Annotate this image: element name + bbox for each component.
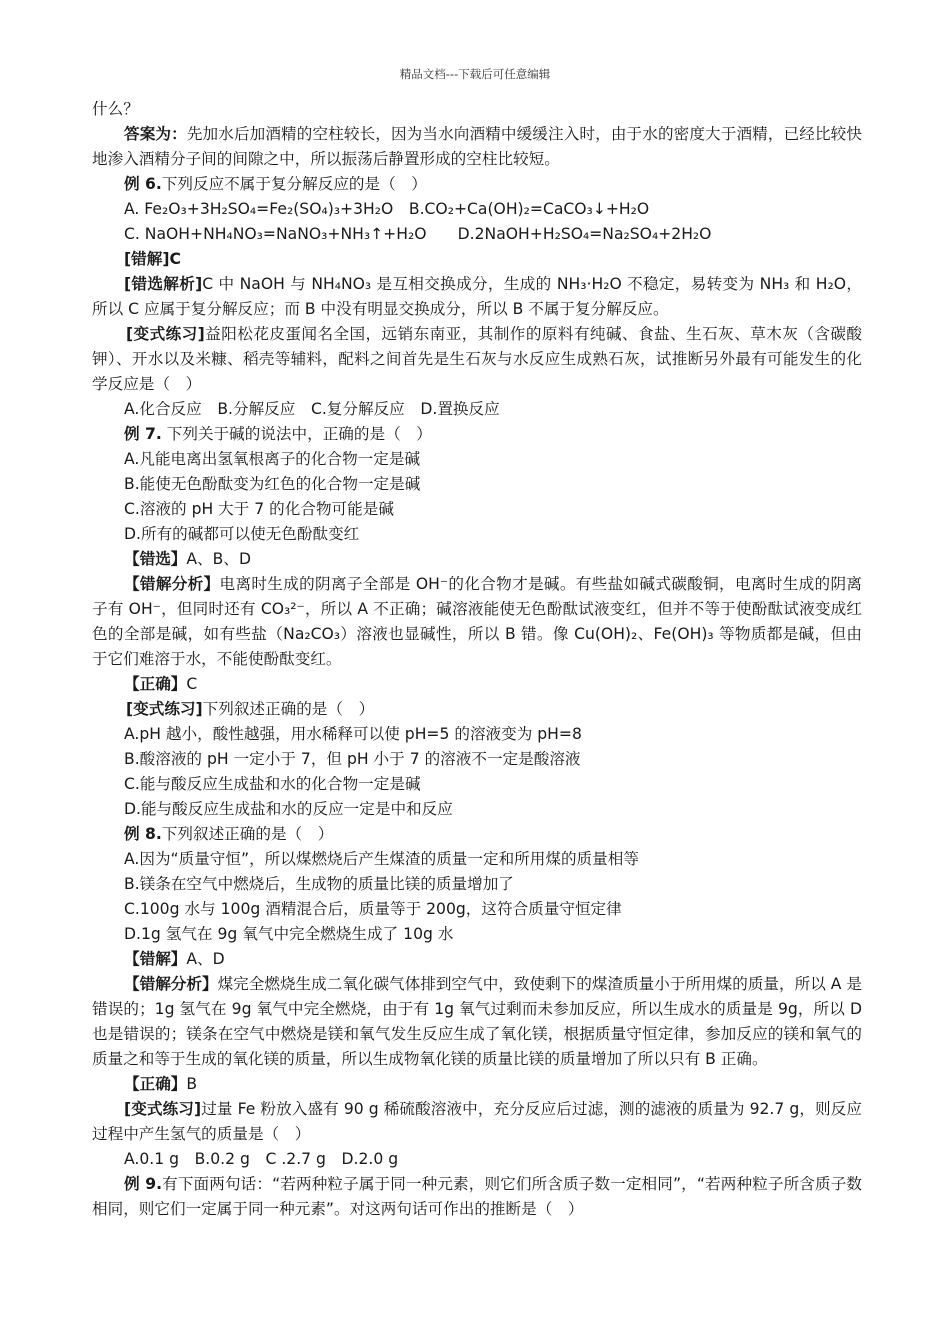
- option-d: D.1g 氢气在 9g 氧气中完全燃烧生成了 10g 水: [124, 925, 454, 943]
- wrong-answer: 【错解】A、D: [124, 950, 225, 968]
- wrong-choice-analysis: [92, 272, 862, 322]
- example-6-options-ab: A. Fe₂O₃+3H₂SO₄=Fe₂(SO₄)₃+3H₂O B.CO₂+Ca(OH)₂=CaCO₃↓+H₂O: [124, 200, 650, 218]
- example-label: 例 6.: [124, 175, 162, 193]
- question-text: 下列关于碱的说法中，正确的是（ ）: [161, 425, 432, 443]
- option-a: A.凡能电离出氢氧根离子的化合物一定是碱: [124, 450, 421, 468]
- analysis-text: 电离时生成的阴离子全部是 OH⁻的化合物才是碱。有些盐如碱式碳酸铜，电离时生成的阴离子有 OH⁻，但同时还有 CO₃²⁻，所以 A 不正确；碱溶液能使无色酚酞试液变红，但并不等于使酚酞试液变成红色的全部是碱，如有些盐（Na₂CO₃）溶液也显碱性，所以 B 错。像 Cu(OH)₂、Fe(OH)₃ 等物质都是碱，但由于它们难溶于水，不能使酚酞变红。: [92, 575, 862, 668]
- variant-options: A.化合反应 B.分解反应 C.复分解反应 D.置换反应: [124, 400, 500, 418]
- wrong-selection-label: 【错选】: [124, 550, 187, 568]
- example-7-question: [92, 422, 862, 447]
- option-a: A.因为“质量守恒”，所以煤燃烧后产生煤渣的质量一定和所用煤的质量相等: [124, 850, 639, 868]
- variant-exercise: [92, 322, 862, 397]
- correct-answer: 【正确】C: [124, 675, 198, 693]
- question-text: 有下面两句话：“若两种粒子属于同一种元素，则它们所含质子数一定相同”，“若两种粒子所含质子数相同，则它们一定属于同一种元素”。对这两句话可作出的推断是（ ）: [92, 1175, 862, 1218]
- wrong-answer-label: 【错解】: [124, 950, 187, 968]
- correct-label: 【正确】: [124, 1075, 187, 1093]
- variant-text: 下列叙述正确的是（ ）: [202, 700, 375, 718]
- variant-text: 过量 Fe 粉放入盛有 90 g 稀硫酸溶液中，充分反应后过滤，测的滤液的质量为 92.7 g，则反应过程中产生氢气的质量是（ ）: [92, 1100, 862, 1143]
- wrong-selection: 【错选】A、B、D: [124, 550, 251, 568]
- example-6-question: [92, 172, 862, 197]
- correct-label: 【正确】: [124, 675, 187, 693]
- text-line: 什么？: [92, 100, 139, 118]
- analysis-label: 【错解分析】: [124, 975, 218, 993]
- answer-label: 答案为：: [124, 125, 187, 143]
- analysis-text: C 中 NaOH 与 NH₄NO₃ 是互相交换成分，生成的 NH₃·H₂O 不稳定，易转变为 NH₃ 和 H₂O，所以 C 应属于复分解反应；而 B 中没有明显交换成分，所以 B 不属于复分解反应。: [92, 275, 862, 318]
- analysis-label: [错选解析]: [124, 275, 203, 293]
- wrong-answer: [92, 247, 862, 272]
- wrong-analysis: [92, 572, 862, 672]
- analysis-label: 【错解分析】: [124, 575, 220, 593]
- question-text: 下列叙述正确的是（ ）: [161, 825, 334, 843]
- example-label: 例 8.: [124, 825, 162, 843]
- variant-label: [变式练习]: [126, 325, 205, 343]
- option-b: B.镁条在空气中燃烧后，生成物的质量比镁的质量增加了: [124, 875, 514, 893]
- answer-text: 先加水后加酒精的空柱较长，因为当水向酒精中缓缓注入时，由于水的密度大于酒精，已经比较快地渗入酒精分子间的间隙之中，所以振荡后静置形成的空柱比较短。: [92, 125, 862, 168]
- option-a: A.pH 越小，酸性越强，用水稀释可以使 pH=5 的溶液变为 pH=8: [124, 725, 582, 743]
- document-body: [92, 97, 862, 1222]
- answer-paragraph: [92, 122, 862, 172]
- variant-text: 益阳松花皮蛋闻名全国，远销东南亚，其制作的原料有纯碱、食盐、生石灰、草木灰（含碳酸钾）、开水以及米糠、稻壳等辅料，配料之间首先是生石灰与水反应生成熟石灰，试推断另外最有可能发生的化学反应是（ ）: [92, 325, 862, 393]
- option-c: C.溶液的 pH 大于 7 的化合物可能是碱: [124, 500, 394, 518]
- option-b: B.酸溶液的 pH 一定小于 7，但 pH 小于 7 的溶液不一定是酸溶液: [124, 750, 581, 768]
- question-text: 下列反应不属于复分解反应的是（ ）: [161, 175, 427, 193]
- page-header: 精品文档---下载后可任意编辑: [399, 67, 551, 81]
- example-label: 例 9.: [124, 1175, 163, 1193]
- option-c: C.能与酸反应生成盐和水的化合物一定是碱: [124, 775, 421, 793]
- analysis-text: 煤完全燃烧生成二氧化碳气体排到空气中，致使剩下的煤渣质量小于所用煤的质量，所以 A 是错误的；1g 氢气在 9g 氧气中完全燃烧，由于有 1g 氧气过剩而未参加反应，所以生成水的质量是 9g，所以 D 也是错误的；镁条在空气中燃烧是镁和氧气发生反应生成了氧化镁，根据质量守恒定律，参加反应的镁和氧气的质量之和等于生成的氧化镁的质量，所以生成物氧化镁的质量比镁的质量增加了所以只有 B 正确。: [92, 975, 862, 1068]
- example-8-question: [92, 822, 862, 847]
- option-c: C.100g 水与 100g 酒精混合后，质量等于 200g，这符合质量守恒定律: [124, 900, 622, 918]
- example-9-question: [92, 1172, 862, 1222]
- option-d: D.能与酸反应生成盐和水的反应一定是中和反应: [124, 800, 453, 818]
- wrong-analysis: [92, 972, 862, 1072]
- variant-options: A.0.1 g B.0.2 g C .2.7 g D.2.0 g: [124, 1150, 399, 1168]
- variant-label: [变式练习]: [124, 1100, 202, 1118]
- variant-exercise: [92, 1097, 862, 1147]
- example-6-options-cd: C. NaOH+NH₄NO₃=NaNO₃+NH₃↑+H₂O D.2NaOH+H₂SO₄=Na₂SO₄+2H₂O: [124, 225, 712, 243]
- example-label: 例 7.: [124, 425, 162, 443]
- option-b: B.能使无色酚酞变为红色的化合物一定是碱: [124, 475, 421, 493]
- variant-label: [变式练习]: [126, 700, 203, 718]
- variant-exercise: [92, 697, 862, 722]
- wrong-answer-label: [错解]C: [124, 250, 181, 268]
- option-d: D.所有的碱都可以使无色酚酞变红: [124, 525, 360, 543]
- correct-answer: 【正确】B: [124, 1075, 198, 1093]
